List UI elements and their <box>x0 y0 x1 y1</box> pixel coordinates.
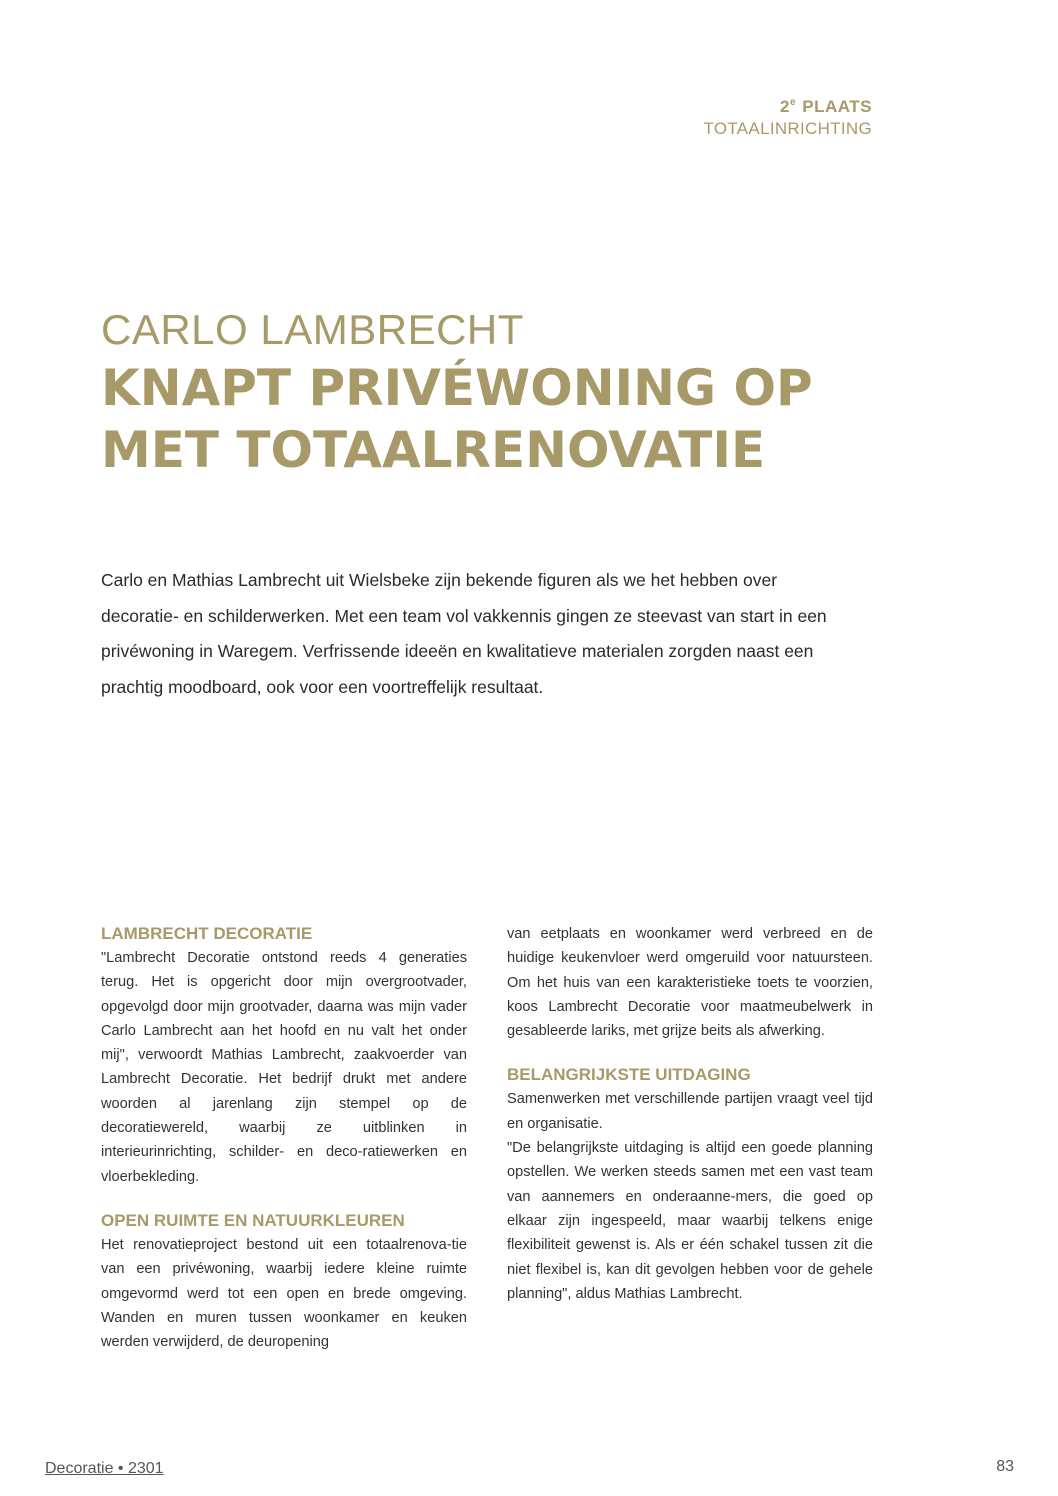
rank-number: 2 <box>779 97 790 116</box>
page-number: 83 <box>996 1458 1014 1475</box>
section-heading-uitdaging: BELANGRIJKSTE UITDAGING <box>507 1065 751 1085</box>
section-heading-open-ruimte: OPEN RUIMTE EN NATUURKLEUREN <box>101 1210 405 1230</box>
section-body-open-ruimte-part2: van eetplaats en woonkamer werd verbreed en de huidige keukenvloer werd omgeruild voor natuursteen. Om het huis van een karakteristieke toets te voorzien, koos Lambrecht Decoratie voor maatmeubelwerk in gesableerde lariks, met grijze beits als afwerking. <box>507 926 873 1040</box>
rank-suffix: e <box>789 97 797 109</box>
intro-paragraph: Carlo en Mathias Lambrecht uit Wielsbeke zijn bekende figuren als we het hebben over decoratie- en schilderwerken. Met een team vol vakkennis gingen ze steevast van start in een privéwoning in Waregem. Verfrissende ideeën en kwalitatieve materialen zorgden naast een prachtig moodboard, ook voor een voortreffelijk resultaat. <box>101 570 827 697</box>
section-body-open-ruimte-part1: Het renovatieproject bestond uit een totaalrenova-tie van een privéwoning, waarbij iedere kleine ruimte omgevormd werd tot een open en brede omgeving. Wanden en muren tussen woonkamer en keuken werden verwijderd, de deuropening <box>101 1236 467 1351</box>
rank-word: PLAATS <box>802 97 872 116</box>
section-body-uitdaging-2: "De belangrijkste uitdaging is altijd een goede planning opstellen. We werken steeds samen met een vast team van aannemers en onderaanne-mers, die goed op elkaar zijn ingespeeld, maar waarbij telkens enige flexibiliteit gewenst is. Als er één schakel tussen zit die niet flexibel is, kan dit gevolgen hebben voor de gehele planning", aldus Mathias Lambrecht. <box>507 1140 873 1302</box>
award-rank-block <box>703 96 872 140</box>
publication-link[interactable]: Decoratie • 2301 <box>45 1460 164 1477</box>
title-line-2: KNAPT PRIVÉWONING OP <box>101 359 813 417</box>
title-line-3: MET TOTAALRENOVATIE <box>101 421 766 479</box>
column-right <box>507 922 873 1306</box>
award-rank <box>703 96 872 118</box>
section-heading-lambrecht-decoratie: LAMBRECHT DECORATIE <box>101 924 313 943</box>
award-category: TOTAALINRICHTING <box>703 119 872 138</box>
section-body-uitdaging-1: Samenwerken met verschillende partijen vraagt veel tijd en organisatie. <box>507 1091 873 1132</box>
title-line-1: CARLO LAMBRECHT <box>101 306 524 353</box>
article-title <box>101 303 961 481</box>
column-left <box>101 922 467 1354</box>
section-body-lambrecht-decoratie: "Lambrecht Decoratie ontstond reeds 4 generaties terug. Het is opgericht door mijn overgrootvader, opgevolgd door mijn grootvader, daarna was mijn vader Carlo Lambrecht aan het hoofd en nu valt het onder mij", verwoordt Mathias Lambrecht, zaakvoerder van Lambrecht Decoratie. Het bedrijf drukt met andere woorden al jarenlang zijn stempel op de decoratiewereld, waarbij ze uitblinken in interieurinrichting, schilder- en deco-ratiewerken en vloerbekleding. <box>101 950 467 1185</box>
